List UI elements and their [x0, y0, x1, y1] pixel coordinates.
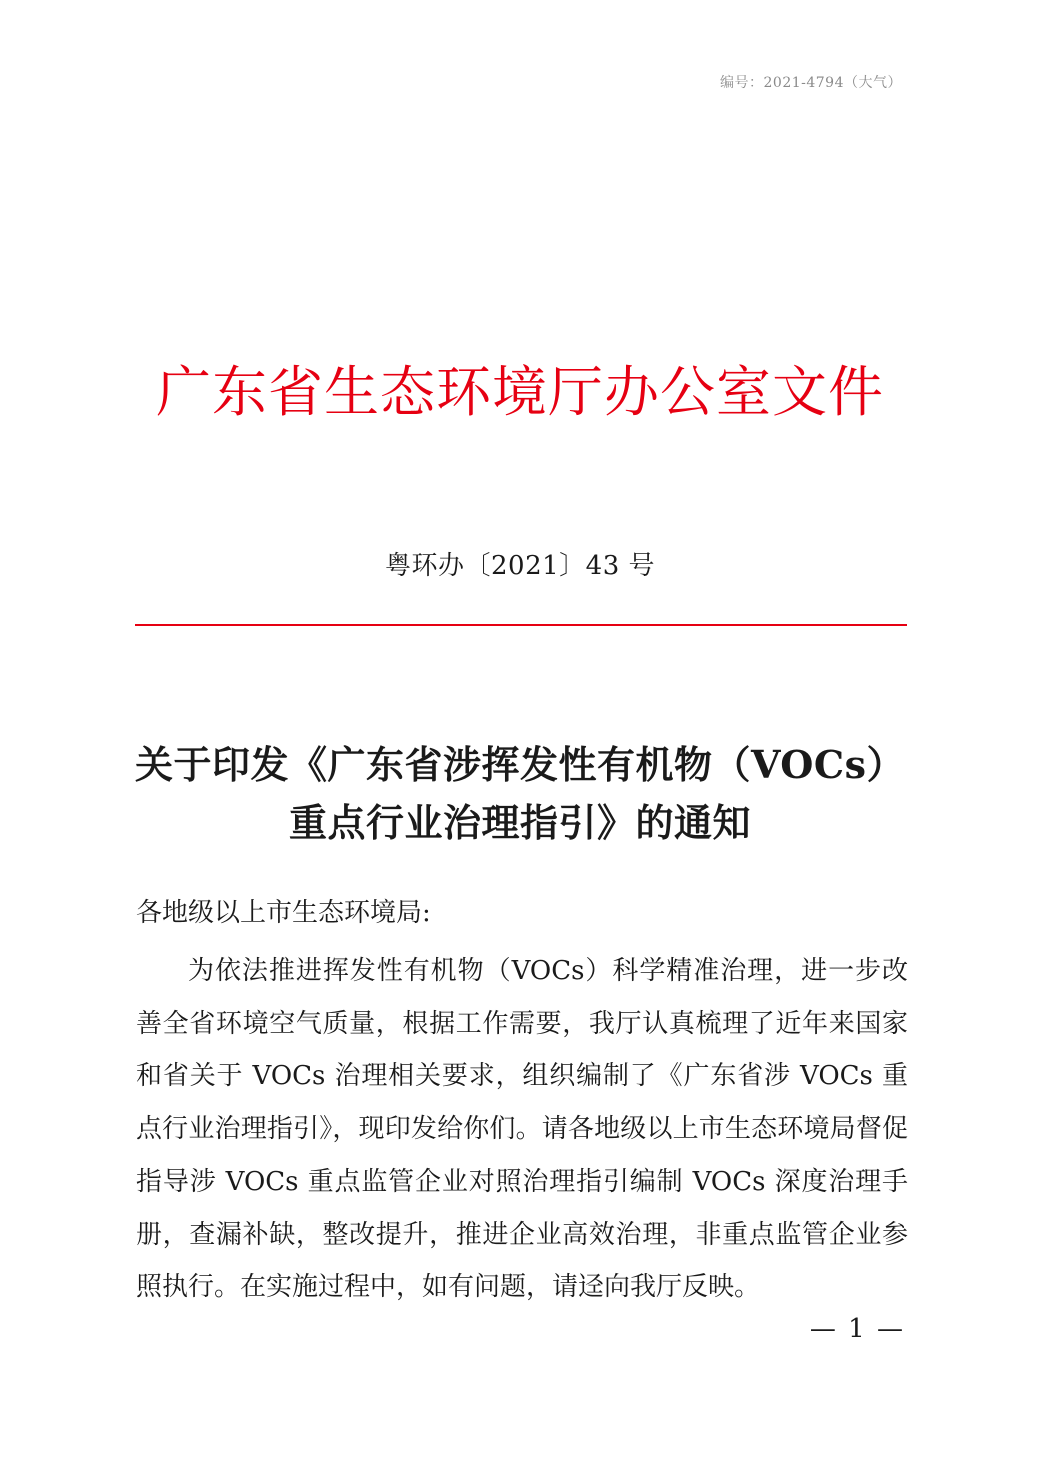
page-number: — 1 — [809, 1314, 905, 1344]
addressee: 各地级以上市生态环境局: [136, 898, 431, 928]
notice-title-line-1: 关于印发《广东省涉挥发性有机物（VOCs） [134, 742, 906, 787]
serial-number: 编号：2021-4794（大气） [720, 75, 902, 91]
body-paragraph: 为依法推进挥发性有机物（VOCs）科学精准治理，进一步改善全省环境空气质量，根据工作需要，我厅认真梳理了近年来国家和省关于 VOCs 治理相关要求，组织编制了《广东省涉 VOCs 重点行业治理指引》，现印发给你们。请各地级以上市生态环境局督促指导涉 VOCs 重点监管企业对照治理指引编制 VOCs 深度治理手册，查漏补缺，整改提升，推进企业高效治理，非重点监管企业参照执行。在实施过程中，如有问题，请迳向我厅反映。 [136, 956, 908, 1303]
notice-title [0, 736, 1040, 852]
notice-title-line-2: 重点行业治理指引》的通知 [288, 800, 751, 845]
issuing-organization-title: 广东省生态环境厅办公室文件 [155, 360, 884, 424]
red-divider-line [135, 624, 907, 626]
document-number: 粤环办〔2021〕43 号 [384, 551, 656, 581]
